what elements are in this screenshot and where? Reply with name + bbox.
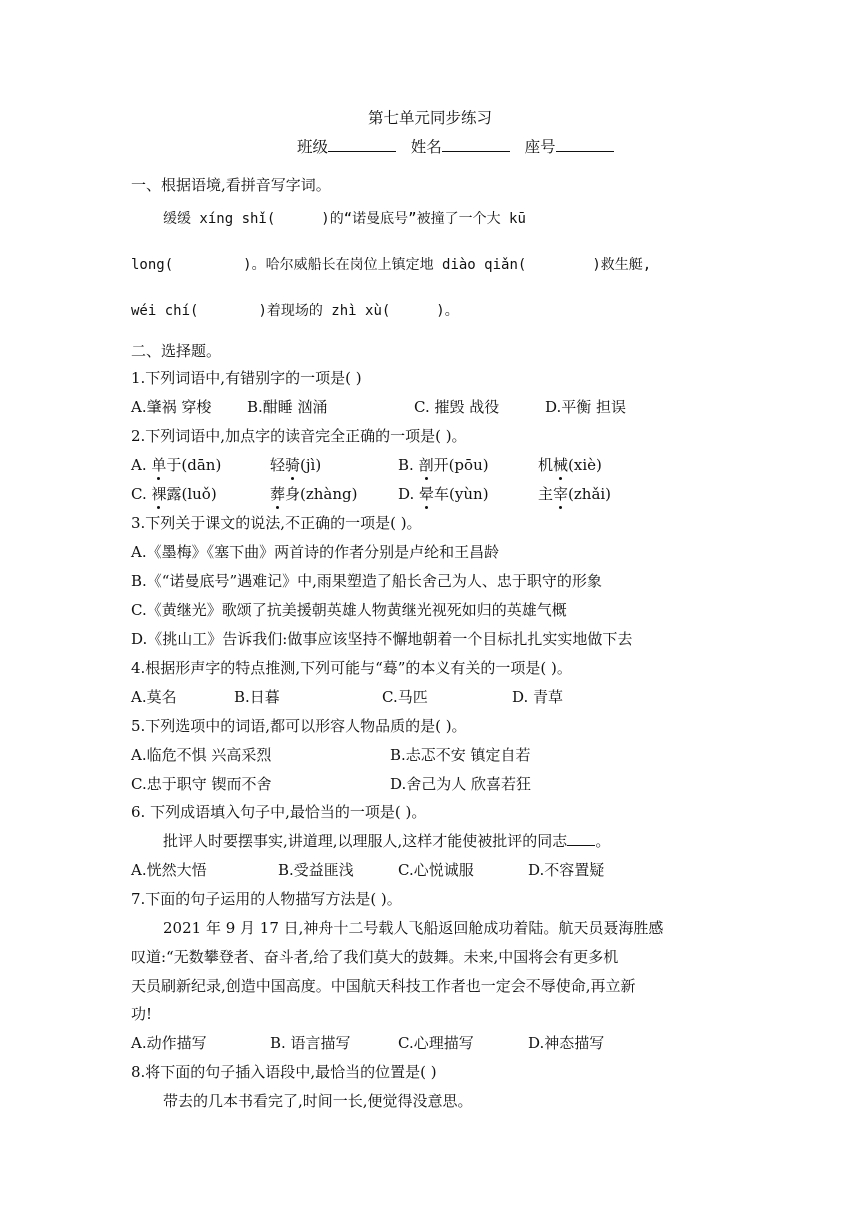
q7-option-d[interactable]: D.神态描写 [528,1034,605,1052]
dotted-char: 单 [151,456,167,474]
q2-option-a[interactable]: A. 单于(dān) [131,456,222,474]
q2-stem: 2.下列词语中,加点字的读音完全正确的一项是( )。 [131,427,467,445]
q1-option-b[interactable]: B.酣睡 汹涌 [247,398,328,416]
dotted-char: 葬 [270,485,286,503]
q3-option-b[interactable]: B.《“诺曼底号”遇难记》中,雨果塑造了船长舍己为人、忠于职守的形象 [131,572,602,590]
pinyin-kulong: long( [131,257,174,273]
q2-option-c2: 葬身(zhàng) [270,485,358,503]
q2-option-c[interactable]: C. 裸露(luǒ) [131,485,217,503]
dotted-char: 裸 [151,485,167,503]
dotted-char: 宰 [553,485,569,503]
q1-option-c[interactable]: C. 摧毁 战役 [414,398,500,416]
dotted-char: 骑 [285,456,301,474]
line3-text: )着现场的 zhì xù( [258,303,391,319]
class-blank[interactable] [328,135,396,152]
q7-option-c[interactable]: C.心理描写 [398,1034,474,1052]
line2-text: )。哈尔威船长在岗位上镇定地 diào qiǎn( [243,257,527,273]
q5-option-b[interactable]: B.忐忑不安 镇定自若 [390,746,531,764]
q7-passage-line4: 功! [131,1005,153,1023]
q1-option-a[interactable]: A.肇祸 穿梭 [131,398,212,416]
name-blank[interactable] [442,135,510,152]
q5-option-a[interactable]: A.临危不惧 兴高采烈 [131,746,272,764]
q5-option-d[interactable]: D.舍己为人 欣喜若狂 [390,775,532,793]
section2-heading: 二、选择题。 [131,342,222,360]
q6-stem: 6. 下列成语填入句子中,最恰当的一项是( )。 [131,803,427,821]
q3-stem: 3.下列关于课文的说法,不正确的一项是( )。 [131,514,422,532]
q4-stem: 4.根据形声字的特点推测,下列可能与“蓦”的本义有关的一项是( )。 [131,659,572,677]
q7-option-a[interactable]: A.动作描写 [131,1034,207,1052]
pinyin-xingshi: 缓缓 xíng shǐ( [163,211,276,227]
line1-text: )的“诺曼底号”被撞了一个大 kū [321,211,526,227]
dotted-char: 剖 [418,456,434,474]
section1-line2 [131,255,651,275]
seat-label: 座号 [524,138,556,156]
q6-option-d[interactable]: D.不容置疑 [528,861,605,879]
q7-passage-line1: 2021 年 9 月 17 日,神舟十二号载人飞船返回舱成功着陆。航天员聂海胜感 [163,919,664,937]
section1-line3 [131,301,459,321]
q5-stem: 5.下列选项中的词语,都可以形容人物品质的是( )。 [131,717,467,735]
q4-option-c[interactable]: C.马匹 [382,688,428,706]
q8-sentence: 带去的几本书看完了,时间一长,便觉得没意思。 [163,1092,473,1110]
q7-passage-line2: 叹道:“无数攀登者、奋斗者,给了我们莫大的鼓舞。未来,中国将会有更多机 [131,948,619,966]
q3-option-a[interactable]: A.《墨梅》《塞下曲》两首诗的作者分别是卢纶和王昌龄 [131,543,500,561]
q6-option-a[interactable]: A.恍然大悟 [131,861,207,879]
q3-option-c[interactable]: C.《黄继光》歌颂了抗美援朝英雄人物黄继光视死如归的英雄气概 [131,601,567,619]
pinyin-weichi: wéi chí( [131,303,199,319]
q6-option-c[interactable]: C.心悦诚服 [398,861,474,879]
q2-option-d[interactable]: D. 晕车(yùn) [398,485,489,503]
dotted-char: 晕 [419,485,435,503]
q4-option-b[interactable]: B.日暮 [234,688,280,706]
q2-option-b2: 机械(xiè) [538,456,602,474]
q5-option-c[interactable]: C.忠于职守 锲而不舍 [131,775,272,793]
student-info-header [297,135,614,157]
section1-heading: 一、根据语境,看拼音写字词。 [131,176,331,194]
q2-option-d2: 主宰(zhǎi) [538,485,612,503]
q7-option-b[interactable]: B. 语言描写 [270,1034,351,1052]
q2-option-a2: 轻骑(jì) [270,456,322,474]
name-label: 姓名 [410,138,442,156]
class-label: 班级 [297,138,329,156]
line3-end: )。 [436,303,459,319]
page-title: 第七单元同步练习 [367,109,492,127]
line2-end: )救生艇, [592,257,652,273]
q4-option-d[interactable]: D. 青草 [512,688,564,706]
q1-stem: 1.下列词语中,有错别字的一项是( ) [131,369,362,387]
q7-stem: 7.下面的句子运用的人物描写方法是( )。 [131,890,402,908]
dotted-char: 械 [553,456,569,474]
q6-fill-blank[interactable] [567,831,595,846]
q7-passage-line3: 天员刷新纪录,创造中国高度。中国航天科技工作者也一定会不辱使命,再立新 [131,977,636,995]
q8-stem: 8.将下面的句子插入语段中,最恰当的位置是( ) [131,1063,437,1081]
section1-line1 [163,209,526,229]
q2-option-b[interactable]: B. 剖开(pōu) [398,456,489,474]
q4-option-a[interactable]: A.莫名 [131,688,177,706]
q3-option-d[interactable]: D.《挑山工》告诉我们:做事应该坚持不懈地朝着一个目标扎扎实实地做下去 [131,630,633,648]
seat-blank[interactable] [556,135,614,152]
q6-option-b[interactable]: B.受益匪浅 [278,861,354,879]
q6-sentence: 批评人时要摆事实,讲道理,以理服人,这样才能使被批评的同志 。 [163,832,611,850]
q1-option-d[interactable]: D.平衡 担误 [545,398,627,416]
